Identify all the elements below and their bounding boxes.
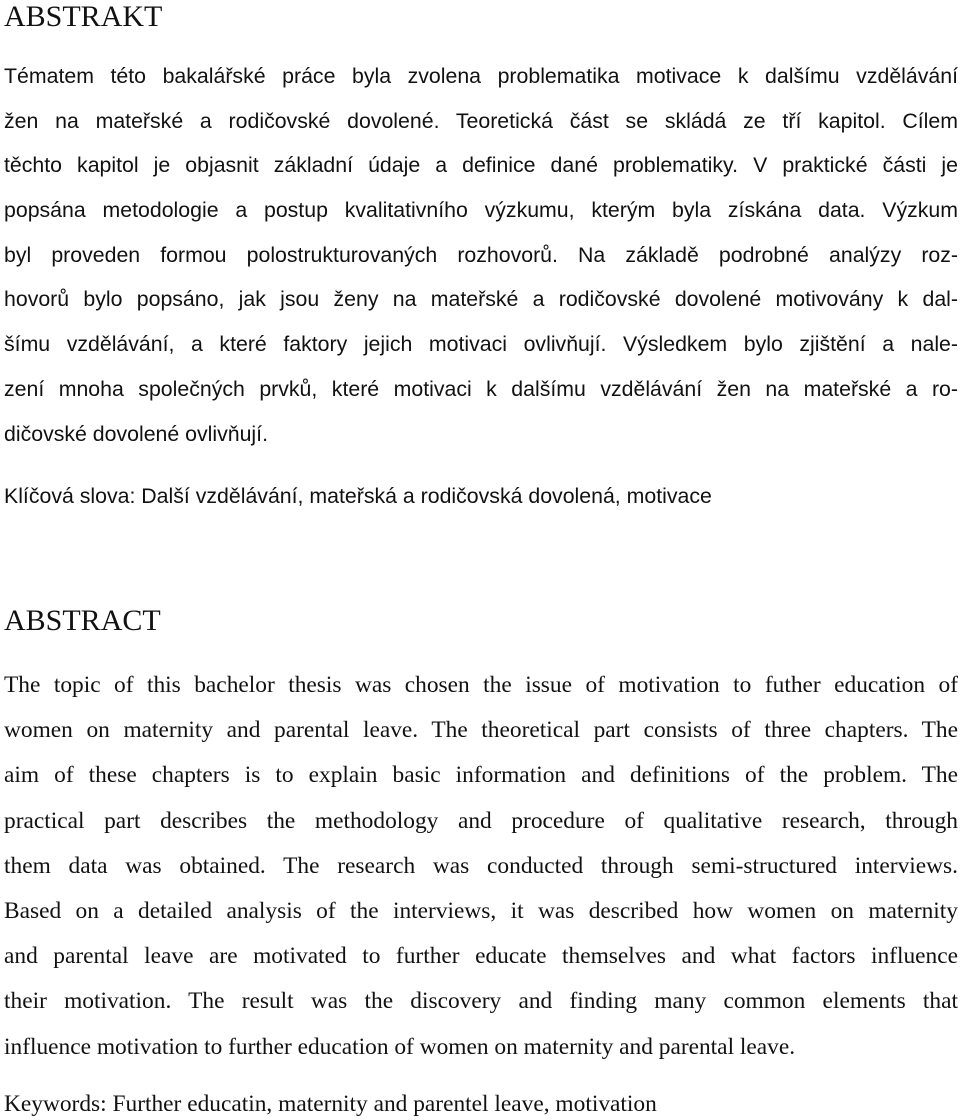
english-keywords: Keywords: Further educatin, maternity and parentel leave, motivation xyxy=(4,1091,657,1117)
english-abstract-line: them data was obtained. The research was conducted through semi-structured interviews. xyxy=(4,852,958,879)
czech-keywords: Klíčová slova: Další vzdělávání, mateřská a rodičovská dovolená, motivace xyxy=(4,484,712,508)
czech-abstract-line: Tématem této bakalářské práce byla zvolena problematika motivace k dalšímu vzdělávání xyxy=(4,64,958,88)
czech-abstract-line: dičovské dovolené ovlivňují. xyxy=(4,421,268,446)
czech-abstract-line: byl proveden formou polostrukturovaných rozhovorů. Na základě podrobné analýzy roz- xyxy=(4,242,958,267)
czech-abstract-line: popsána metodologie a postup kvalitativního výzkumu, kterým byla získána data. Výzkum xyxy=(4,198,958,223)
czech-abstract-line: hovorů bylo popsáno, jak jsou ženy na mateřské a rodičovské dovolené motivovány k dal- xyxy=(4,287,958,312)
english-abstract-line: practical part describes the methodology and procedure of qualitative research, through xyxy=(4,807,958,834)
czech-abstract-line: šímu vzdělávání, a které faktory jejich motivaci ovlivňují. Výsledkem bylo zjištění a nale- xyxy=(4,332,958,357)
english-abstract-line: aim of these chapters is to explain basic information and definitions of the problem. The xyxy=(4,762,958,789)
czech-abstract-paragraph xyxy=(4,54,958,456)
czech-abstract-line: zení mnoha společných prvků, které motivaci k dalšímu vzdělávání žen na mateřské a ro- xyxy=(4,376,958,401)
english-abstract-heading: ABSTRACT xyxy=(4,604,161,637)
english-abstract-line: Based on a detailed analysis of the interviews, it was described how women on maternity xyxy=(4,897,958,924)
english-abstract-line: influence motivation to further education of women on maternity and parental leave. xyxy=(4,1033,796,1060)
english-abstract-line: The topic of this bachelor thesis was chosen the issue of motivation to futher education of xyxy=(4,672,958,698)
czech-abstract-heading: ABSTRAKT xyxy=(4,0,163,33)
czech-abstract-line: těchto kapitol je objasnit základní údaje a definice dané problematiky. V praktické části je xyxy=(4,153,958,178)
english-abstract-line: their motivation. The result was the discovery and finding many common elements that xyxy=(4,988,958,1015)
english-abstract-line: women on maternity and parental leave. The theoretical part consists of three chapters. The xyxy=(4,717,958,744)
czech-abstract-line: žen na mateřské a rodičovské dovolené. Teoretická část se skládá ze tří kapitol. Cílem xyxy=(4,108,958,133)
english-abstract-paragraph xyxy=(4,663,958,1070)
english-abstract-line: and parental leave are motivated to further educate themselves and what factors influence xyxy=(4,943,958,970)
